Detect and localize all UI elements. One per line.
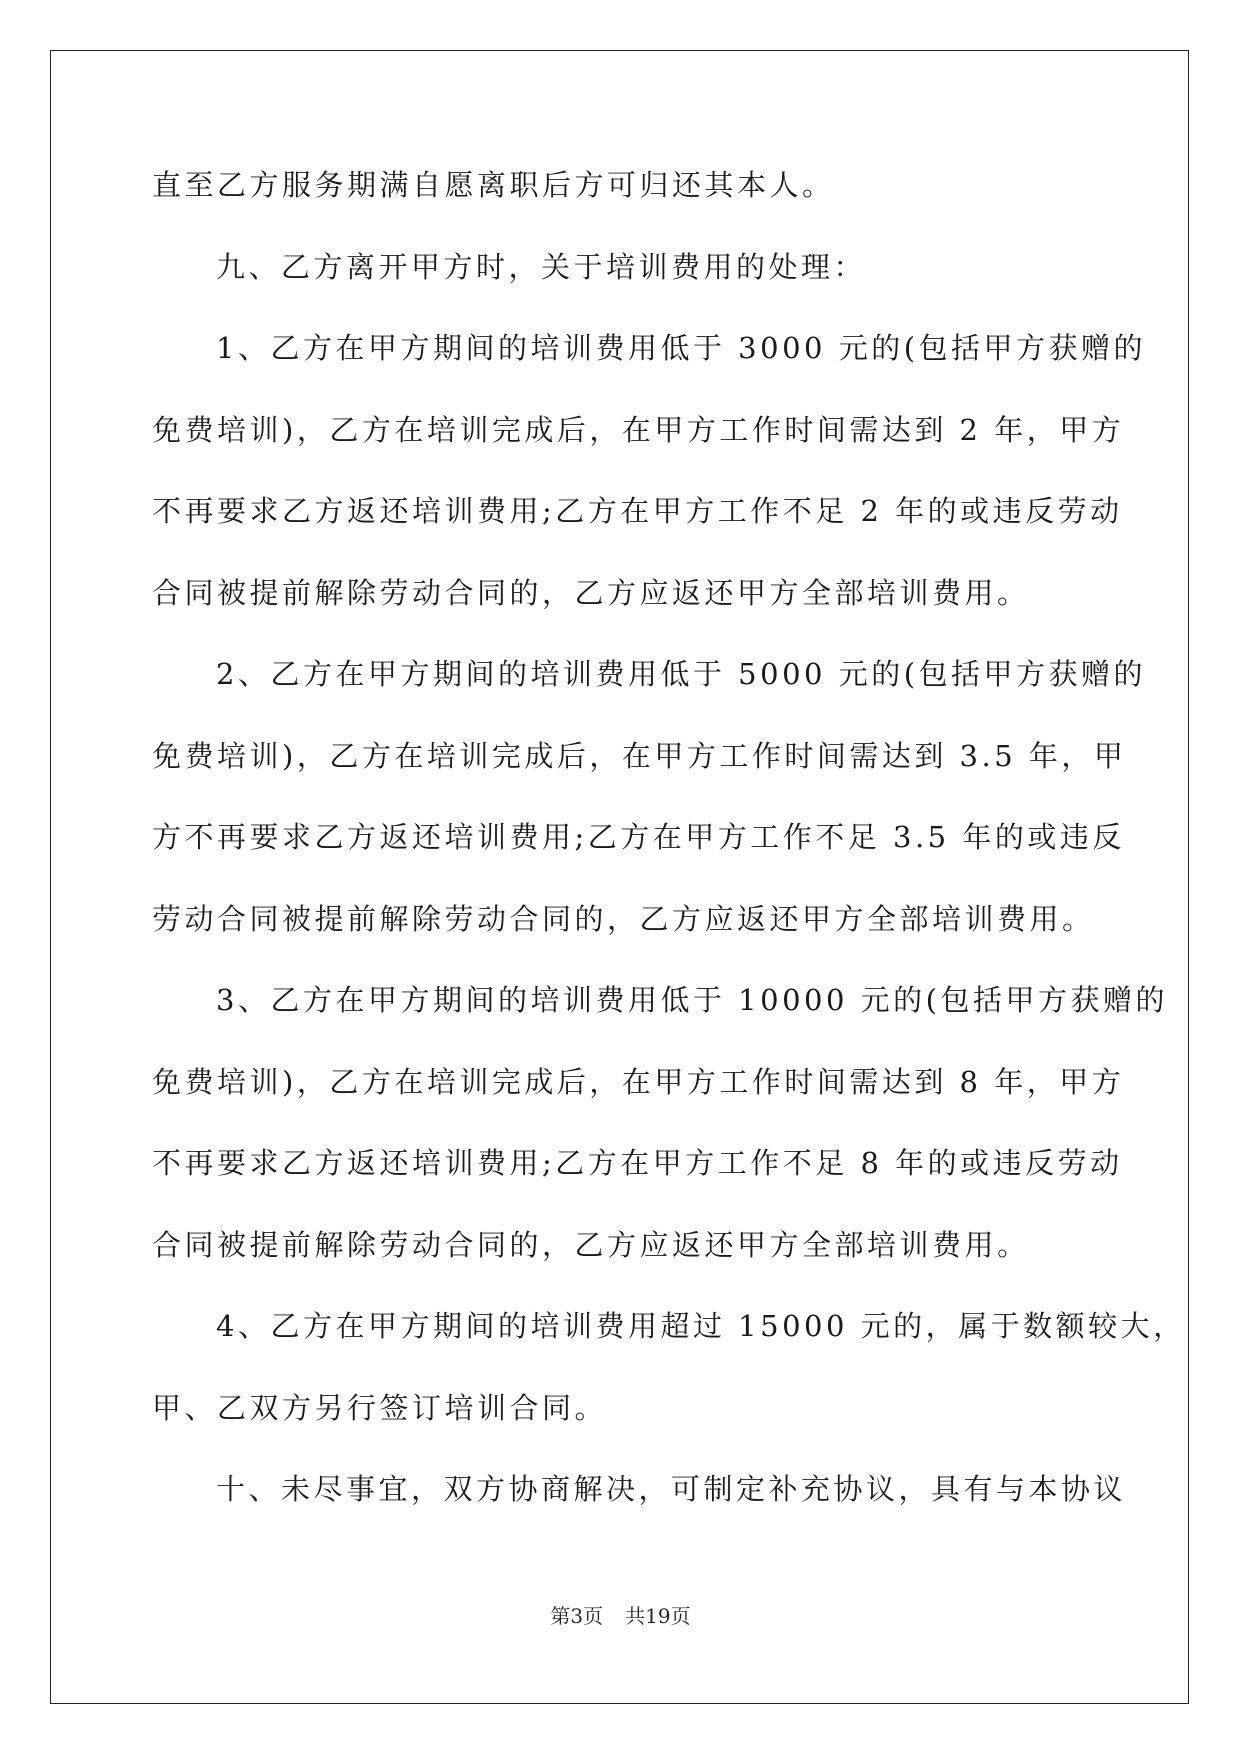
body-line-4: 免费培训)，乙方在培训完成后，在甲方工作时间需达到 2 年，甲方 [152,412,1125,447]
body-line-15: 4、乙方在甲方期间的培训费用超过 15000 元的，属于数额较大， [216,1309,1186,1343]
body-line-3: 1、乙方在甲方期间的培训费用低于 3000 元的(包括甲方获赠的 [216,331,1147,365]
page-number: 第3页 [550,1604,604,1628]
body-line-8: 免费培训)，乙方在培训完成后，在甲方工作时间需达到 3.5 年，甲 [152,738,1127,773]
page-total: 共19页 [625,1604,691,1628]
body-line-10: 劳动合同被提前解除劳动合同的，乙方应返还甲方全部培训费用。 [152,901,1095,936]
page-footer [0,1604,1241,1628]
body-line-6: 合同被提前解除劳动合同的，乙方应返还甲方全部培训费用。 [152,575,1030,610]
body-line-1: 直至乙方服务期满自愿离职后方可归还其本人。 [152,168,835,202]
body-line-13: 不再要求乙方返还培训费用;乙方在甲方工作不足 8 年的或违反劳动 [152,1146,1123,1180]
body-line-14: 合同被提前解除劳动合同的，乙方应返还甲方全部培训费用。 [152,1227,1030,1262]
body-line-12: 免费培训)，乙方在培训完成后，在甲方工作时间需达到 8 年，甲方 [152,1064,1125,1099]
body-line-16: 甲、乙双方另行签订培训合同。 [152,1390,608,1425]
body-line-11: 3、乙方在甲方期间的培训费用低于 10000 元的(包括甲方获赠的 [216,983,1168,1017]
body-line-7: 2、乙方在甲方期间的培训费用低于 5000 元的(包括甲方获赠的 [216,657,1147,691]
document-body [152,165,1186,1551]
body-line-9: 方不再要求乙方返还培训费用;乙方在甲方工作不足 3.5 年的或违反 [152,820,1125,854]
body-line-2: 九、乙方离开甲方时，关于培训费用的处理： [216,249,867,284]
body-line-5: 不再要求乙方返还培训费用;乙方在甲方工作不足 2 年的或违反劳动 [152,494,1123,528]
body-line-17: 十、未尽事宜，双方协商解决，可制定补充协议，具有与本协议 [216,1472,1127,1506]
